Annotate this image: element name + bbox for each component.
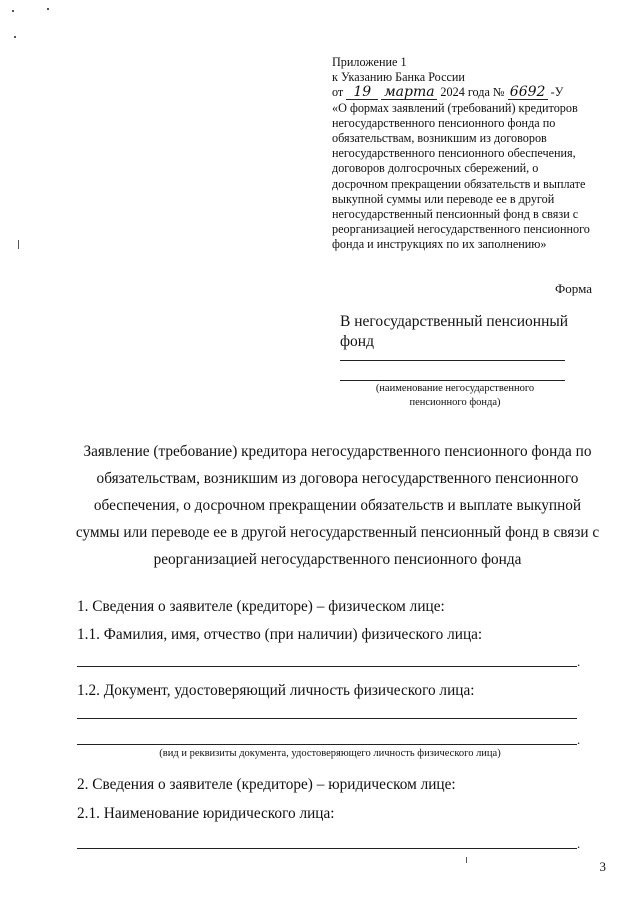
scan-speck xyxy=(14,36,16,38)
appendix-reference: к Указанию Банка России xyxy=(332,70,465,85)
legal-entity-name-line xyxy=(77,848,577,849)
doc-number: 6692 xyxy=(508,86,548,100)
doc-suffix: -У xyxy=(550,85,564,100)
recipient-line xyxy=(340,380,565,381)
line-end-dot: . xyxy=(577,836,581,851)
date-day: 19 xyxy=(346,86,378,100)
section-2-heading: 2. Сведения о заявителе (кредиторе) – юридическом лице: xyxy=(77,776,456,793)
appendix-body: «О формах заявлений (требований) кредиторов негосударственного пенсионного фонда по обязательствам, возникшим из договоров негосударственного пенсионного обеспечения, договоров долгосрочных сбережений, о досрочном прекращении обязательств и выплате выкупной суммы или переводе ее в другой негосударственный пенсионный фонд в связи с реорганизацией негосударственного пенсионного фонда и инструкциях по их заполнению» xyxy=(332,100,590,252)
section-1-heading: 1. Сведения о заявителе (кредиторе) – физическом лице: xyxy=(77,598,445,615)
recipient-text: В негосударственный пенсионный фонд xyxy=(340,313,569,350)
document-line xyxy=(77,718,577,719)
full-name-line xyxy=(77,666,577,667)
page-number: 3 xyxy=(599,859,606,874)
appendix-header xyxy=(332,55,594,253)
scan-speck xyxy=(18,240,19,249)
date-prefix: от xyxy=(332,85,344,100)
section-1-1-label: 1.1. Фамилия, имя, отчество (при наличии) физического лица: xyxy=(77,626,483,643)
date-year: 2024 года № xyxy=(440,85,505,100)
document-line xyxy=(77,744,577,745)
document-caption: (вид и реквизиты документа, удостоверяющего личность физического лица) xyxy=(159,748,501,759)
section-1-2-label: 1.2. Документ, удостоверяющий личность физического лица: xyxy=(77,682,475,699)
recipient-caption: (наименование негосударственного пенсионного фонда) xyxy=(375,383,535,408)
scan-speck xyxy=(12,10,14,12)
appendix-number: Приложение 1 xyxy=(332,55,407,69)
line-end-dot: . xyxy=(577,654,581,669)
scan-speck xyxy=(466,857,467,863)
line-end-dot: . xyxy=(577,732,581,747)
forma-label: Форма xyxy=(555,281,592,296)
recipient-line xyxy=(340,360,565,361)
scan-speck xyxy=(47,8,49,10)
date-month: марта xyxy=(381,86,437,100)
appendix-date-line xyxy=(332,85,594,100)
form-title: Заявление (требование) кредитора негосударственного пенсионного фонда по обязательствам, возникшим из договора негосударственного пенсионного обеспечения, о досрочном прекращении обязательств и выплате выкупной суммы или переводе ее в другой негосударственный пенсионный фонд в связи с реорганизацией негосударственного пенсионного фонда xyxy=(75,443,600,568)
section-2-1-label: 2.1. Наименование юридического лица: xyxy=(77,805,335,822)
